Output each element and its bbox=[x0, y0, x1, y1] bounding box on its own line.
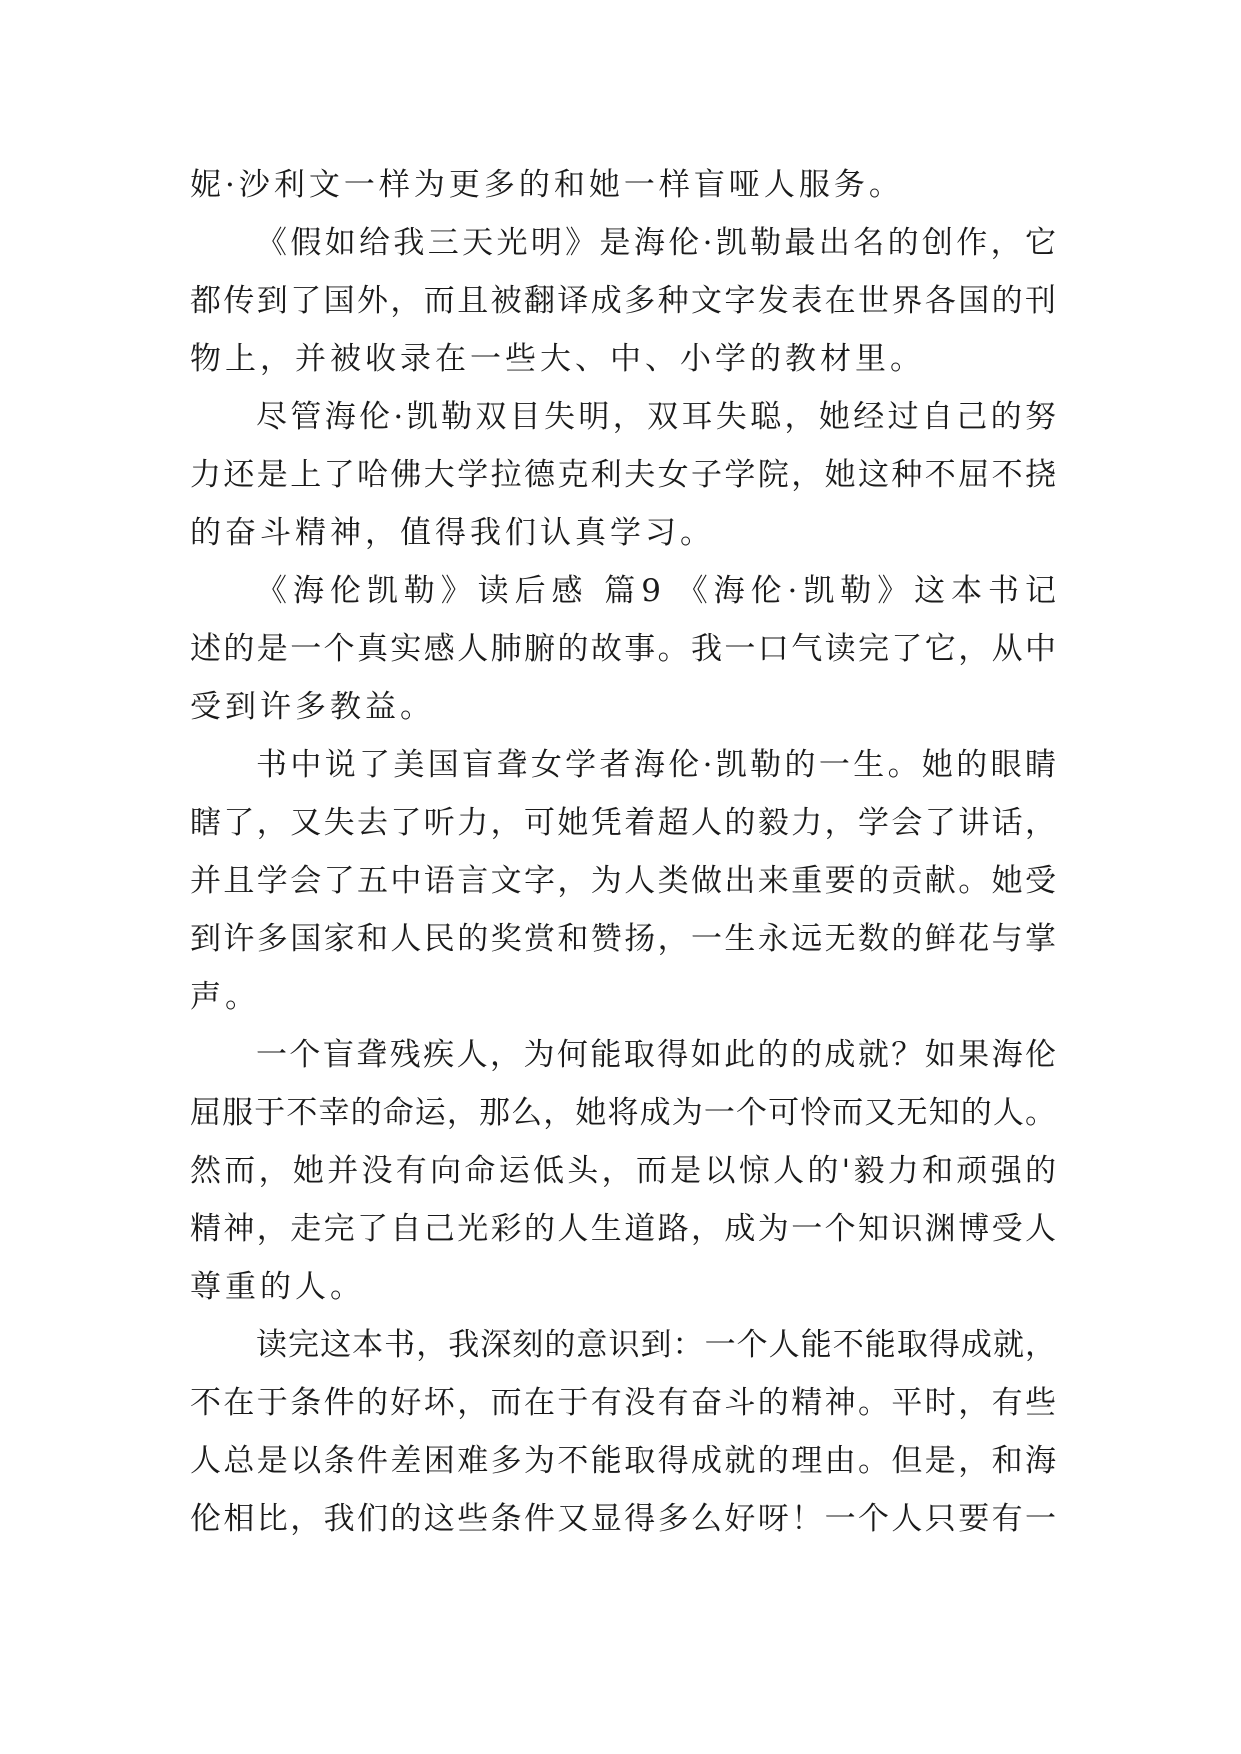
text-line: 到许多国家和人民的奖赏和赞扬，一生永远无数的鲜花与掌 bbox=[190, 921, 1056, 957]
text-line: 力还是上了哈佛大学拉德克利夫女子学院，她这种不屈不挠 bbox=[190, 457, 1056, 493]
text-line: 人总是以条件差困难多为不能取得成就的理由。但是，和海 bbox=[190, 1443, 1056, 1479]
text-line: 的奋斗精神，值得我们认真学习。 bbox=[190, 515, 715, 551]
text-line: 物上，并被收录在一些大、中、小学的教材里。 bbox=[190, 341, 925, 377]
text-line: 精神，走完了自己光彩的人生道路，成为一个知识渊博受人 bbox=[190, 1211, 1056, 1247]
text-line: 尽管海伦·凯勒双目失明，双耳失聪，她经过自己的努 bbox=[256, 399, 1056, 435]
document-text-body bbox=[190, 156, 1056, 1548]
text-line: 受到许多教益。 bbox=[190, 689, 435, 725]
text-line: 《假如给我三天光明》是海伦·凯勒最出名的创作，它 bbox=[256, 225, 1056, 261]
text-line: 并且学会了五中语言文字，为人类做出来重要的贡献。她受 bbox=[190, 863, 1056, 899]
text-line: 不在于条件的好坏，而在于有没有奋斗的精神。平时，有些 bbox=[190, 1385, 1056, 1421]
text-line: 尊重的人。 bbox=[190, 1269, 365, 1305]
text-line: 声。 bbox=[190, 979, 260, 1015]
text-line: 读完这本书，我深刻的意识到：一个人能不能取得成就， bbox=[256, 1327, 1056, 1363]
text-line: 瞎了，又失去了听力，可她凭着超人的毅力，学会了讲话， bbox=[190, 805, 1056, 841]
text-line: 屈服于不幸的命运，那么，她将成为一个可怜而又无知的人。 bbox=[190, 1095, 1056, 1131]
text-line: 妮·沙利文一样为更多的和她一样盲哑人服务。 bbox=[190, 167, 904, 203]
text-line: 都传到了国外，而且被翻译成多种文字发表在世界各国的刊 bbox=[190, 283, 1056, 319]
section-heading-line: 《海伦凯勒》读后感 篇9 《海伦·凯勒》这本书记 bbox=[256, 573, 1056, 609]
text-line: 述的是一个真实感人肺腑的故事。我一口气读完了它，从中 bbox=[190, 631, 1056, 667]
text-line: 伦相比，我们的这些条件又显得多么好呀！一个人只要有一 bbox=[190, 1501, 1056, 1537]
text-line: 然而，她并没有向命运低头，而是以惊人的'毅力和顽强的 bbox=[190, 1153, 1056, 1189]
text-line: 书中说了美国盲聋女学者海伦·凯勒的一生。她的眼睛 bbox=[256, 747, 1056, 783]
text-line: 一个盲聋残疾人，为何能取得如此的的成就？如果海伦 bbox=[256, 1037, 1056, 1073]
